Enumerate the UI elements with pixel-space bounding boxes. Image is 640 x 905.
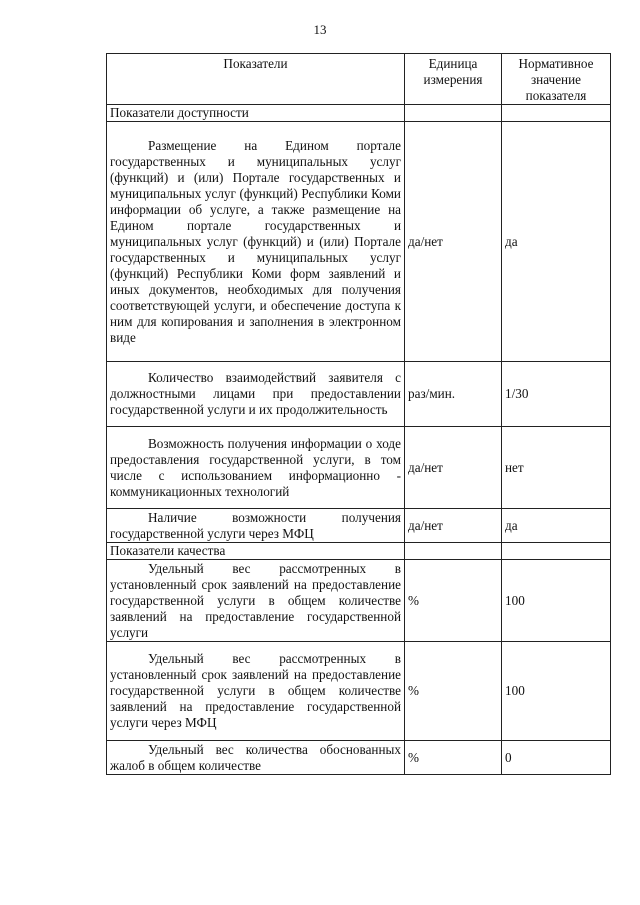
unit-cell: % bbox=[405, 642, 502, 741]
indicator-cell bbox=[107, 427, 405, 509]
section-title: Показатели качества bbox=[107, 543, 405, 560]
header-indicators: Показатели bbox=[107, 54, 405, 105]
section-row-quality bbox=[107, 543, 611, 560]
unit-cell: % bbox=[405, 741, 502, 775]
table-row bbox=[107, 362, 611, 427]
table-row bbox=[107, 122, 611, 362]
empty-cell bbox=[502, 105, 611, 122]
indicators-table bbox=[106, 53, 611, 775]
table-row bbox=[107, 642, 611, 741]
value-cell: нет bbox=[502, 427, 611, 509]
page-number: 13 bbox=[313, 22, 327, 37]
indicator-text: Количество взаимодействий заявителя с должностными лицами при предоставлении государственной услуги и их продолжительность bbox=[110, 370, 401, 417]
indicator-text: Наличие возможности получения государственной услуги через МФЦ bbox=[110, 509, 401, 541]
indicator-cell bbox=[107, 122, 405, 362]
empty-cell bbox=[405, 105, 502, 122]
table-header-row bbox=[107, 54, 611, 105]
header-norm-value: Нормативное значение показателя bbox=[502, 54, 611, 105]
indicator-text: Удельный вес количества обоснованных жалоб в общем количестве bbox=[110, 741, 401, 773]
unit-cell: да/нет bbox=[405, 122, 502, 362]
unit-cell: раз/мин. bbox=[405, 362, 502, 427]
value-cell: 0 bbox=[502, 741, 611, 775]
value-cell: 1/30 bbox=[502, 362, 611, 427]
indicator-text: Удельный вес рассмотренных в установленный срок заявлений на предоставление государственной услуги в общем количестве заявлений на предоставление государственной услуги bbox=[110, 560, 401, 640]
table-row bbox=[107, 509, 611, 543]
unit-cell: да/нет bbox=[405, 427, 502, 509]
value-cell: да bbox=[502, 509, 611, 543]
table-row bbox=[107, 427, 611, 509]
indicator-text: Удельный вес рассмотренных в установленный срок заявлений на предоставление государственной услуги в общем количестве заявлений на предоставление государственной услуги через МФЦ bbox=[110, 651, 401, 730]
indicator-cell bbox=[107, 362, 405, 427]
indicator-cell bbox=[107, 560, 405, 642]
table-row bbox=[107, 741, 611, 775]
value-cell: да bbox=[502, 122, 611, 362]
indicator-text: Возможность получения информации о ходе предоставления государственной услуги, в том числе с использованием информационно - коммуникационных технологий bbox=[110, 435, 401, 499]
empty-cell bbox=[405, 543, 502, 560]
empty-cell bbox=[502, 543, 611, 560]
value-cell: 100 bbox=[502, 642, 611, 741]
indicator-cell bbox=[107, 741, 405, 775]
indicator-cell bbox=[107, 642, 405, 741]
indicator-cell bbox=[107, 509, 405, 543]
unit-cell: % bbox=[405, 560, 502, 642]
section-title: Показатели доступности bbox=[107, 105, 405, 122]
section-row-availability bbox=[107, 105, 611, 122]
unit-cell: да/нет bbox=[405, 509, 502, 543]
value-cell: 100 bbox=[502, 560, 611, 642]
indicator-text: Размещение на Едином портале государственных и муниципальных услуг (функций) и (или) Портале государственных и муниципальных услуг (функций) Республики Коми информации об услуге, а также размещение на Едином портале государственных и муниципальных услуг (функций) и (или) Портале государственных и муниципальных услуг (функций) Республики Коми форм заявлений и иных документов, необходимых для получения соответствующей услуги, и обеспечение доступа к ним для копирования и заполнения в электронном виде bbox=[110, 137, 401, 345]
header-unit: Единица измерения bbox=[405, 54, 502, 105]
table-row bbox=[107, 560, 611, 642]
